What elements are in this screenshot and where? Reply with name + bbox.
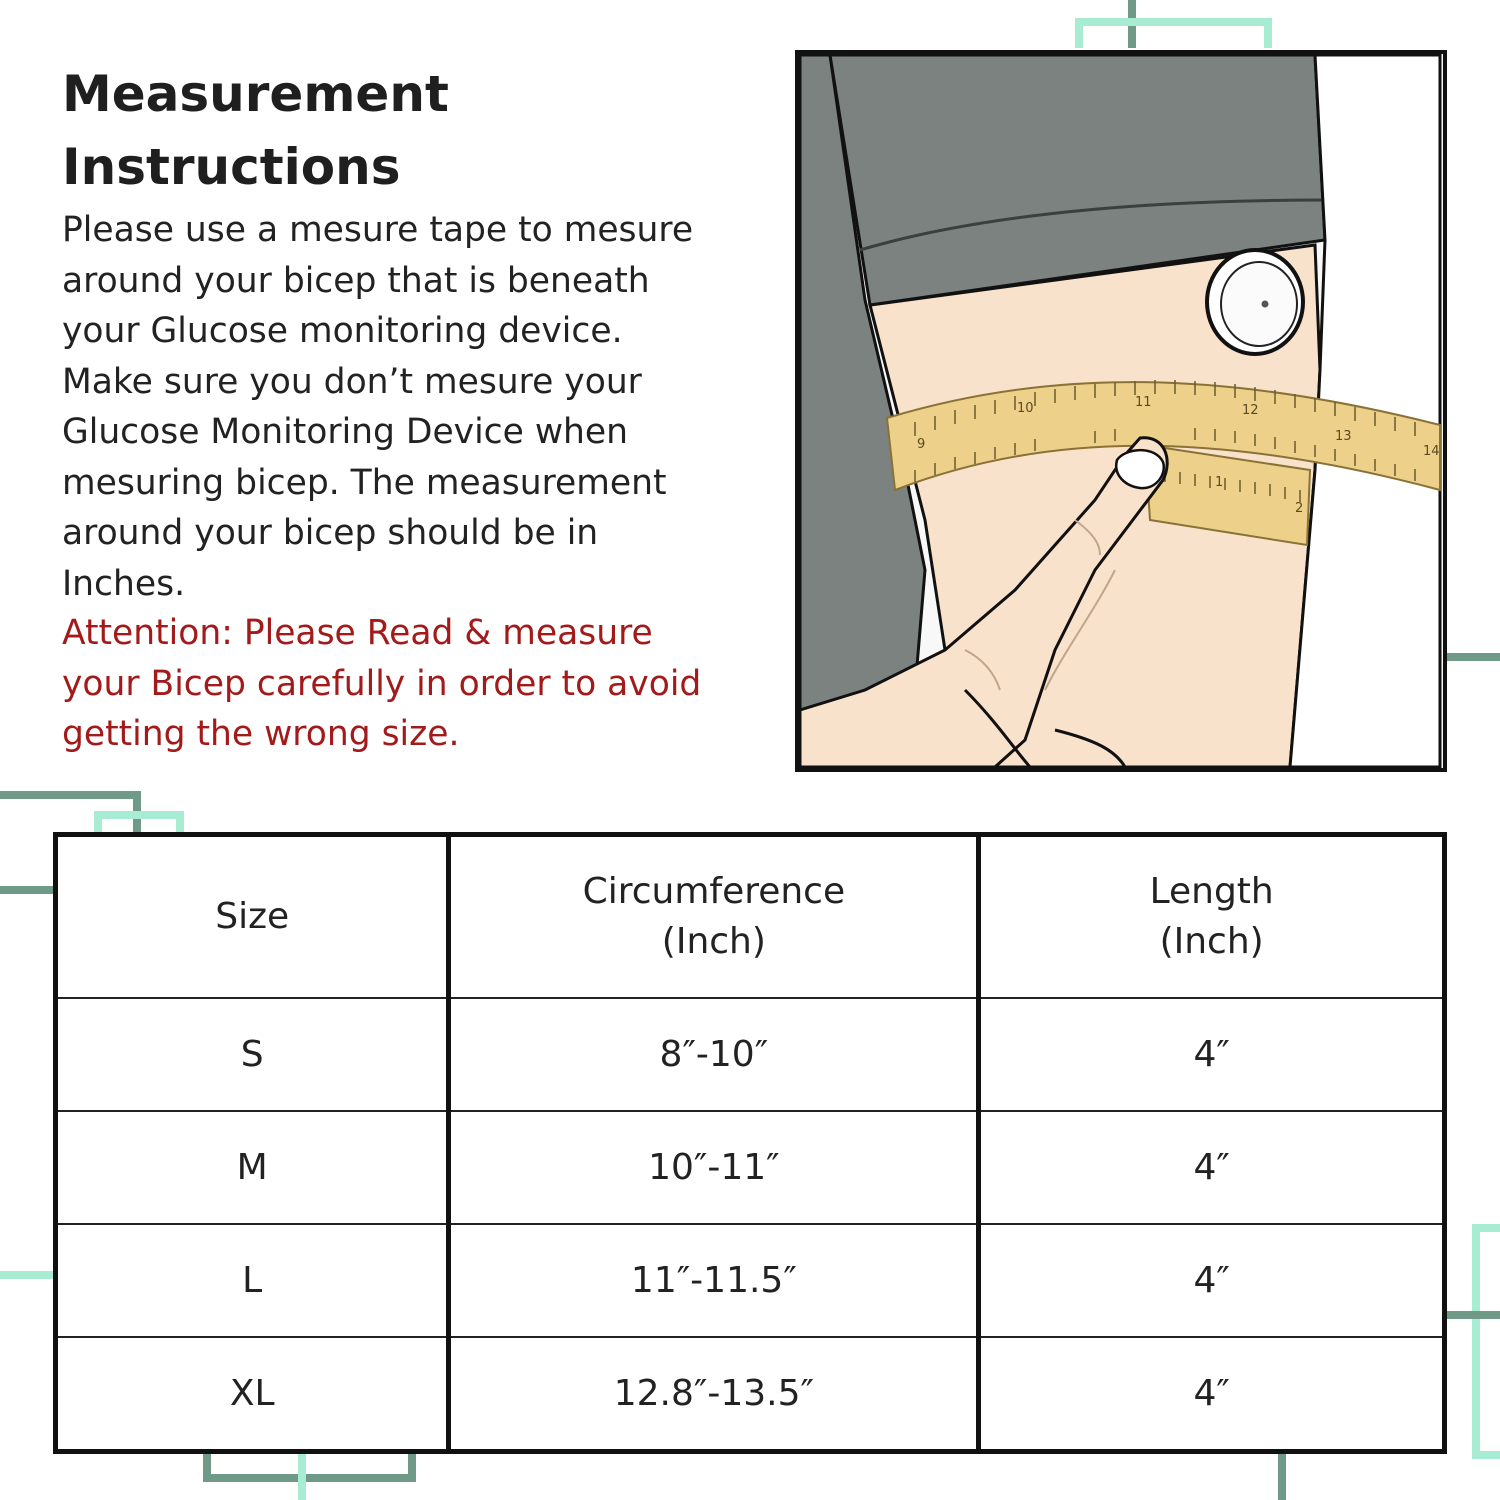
instruction-line: Make sure you don’t mesure your — [62, 361, 642, 402]
header-circumference-unit: (Inch) — [661, 921, 766, 962]
cell-length: 4″ — [979, 1224, 1445, 1337]
tape-label: 9 — [917, 437, 926, 452]
cell-length: 4″ — [979, 1111, 1445, 1224]
tape-label: 13 — [1335, 429, 1352, 444]
attention-line: getting the wrong size. — [62, 714, 460, 754]
header-length-unit: (Inch) — [1159, 921, 1264, 962]
instruction-line: Inches. — [62, 563, 186, 604]
tape-label: 10 — [1017, 401, 1034, 416]
attention-line: Attention: Please Read & measure — [62, 613, 653, 653]
cell-length: 4″ — [979, 1337, 1445, 1452]
instruction-line: around your bicep should be in — [62, 513, 599, 553]
instruction-line: around your bicep that is beneath — [62, 260, 650, 301]
attention-line: your Bicep carefully in order to avoid — [62, 663, 702, 704]
cell-size: L — [56, 1224, 449, 1337]
tape-label: 2 — [1295, 501, 1304, 516]
cell-circumference: 11″-11.5″ — [449, 1224, 979, 1337]
header-circumference — [449, 835, 979, 999]
instruction-line: Please use a mesure tape to mesure — [62, 210, 694, 250]
tape-label: 1 — [1215, 475, 1224, 490]
tape-label: 11 — [1135, 395, 1152, 410]
table-header-row — [56, 835, 1445, 999]
page-title — [62, 58, 762, 204]
header-length-label: Length — [1149, 871, 1274, 912]
cell-circumference: 8″-10″ — [449, 998, 979, 1111]
instruction-line: Glucose Monitoring Device when — [62, 412, 629, 452]
header-size: Size — [56, 835, 449, 999]
cell-length: 4″ — [979, 998, 1445, 1111]
table-row — [56, 1337, 1445, 1452]
attention-text — [62, 608, 792, 760]
size-chart-table — [53, 832, 1447, 1454]
instruction-line: your Glucose monitoring device. — [62, 311, 623, 351]
header-length — [979, 835, 1445, 999]
cell-circumference: 10″-11″ — [449, 1111, 979, 1224]
table-row — [56, 1111, 1445, 1224]
cell-size: S — [56, 998, 449, 1111]
table-row — [56, 998, 1445, 1111]
title-line-2: Instructions — [62, 138, 401, 196]
tape-label: 14 — [1423, 444, 1440, 459]
bicep-measurement-illustration — [795, 50, 1447, 772]
cell-size: XL — [56, 1337, 449, 1452]
instructions-text — [62, 205, 792, 609]
header-circumference-label: Circumference — [582, 871, 846, 912]
table-row — [56, 1224, 1445, 1337]
instruction-line: mesuring bicep. The measurement — [62, 462, 667, 503]
cell-circumference: 12.8″-13.5″ — [449, 1337, 979, 1452]
cell-size: M — [56, 1111, 449, 1224]
title-line-1: Measurement — [62, 65, 449, 123]
tape-label: 12 — [1242, 403, 1259, 418]
